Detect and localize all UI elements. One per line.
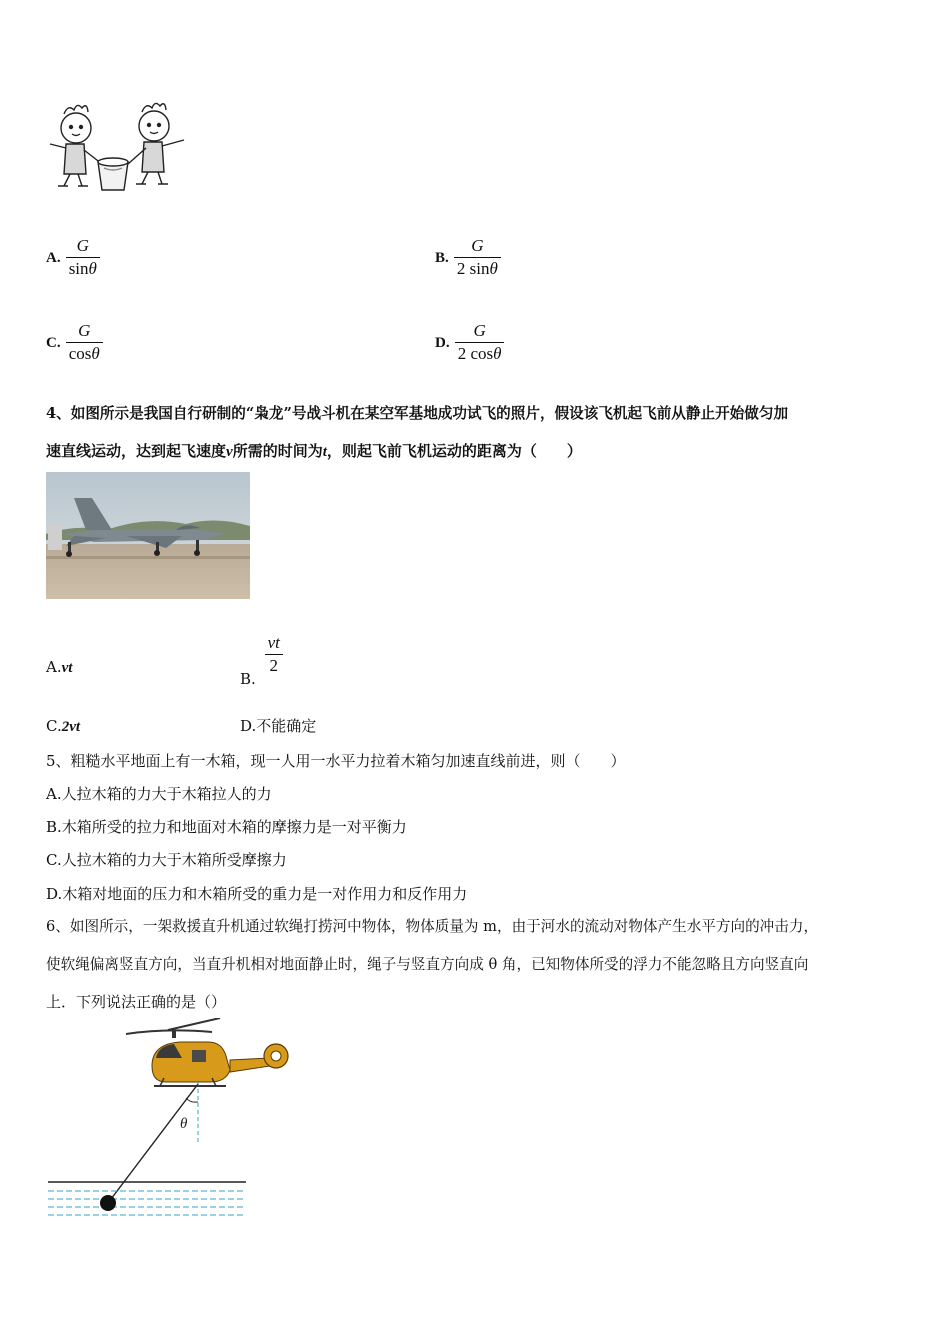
option-d-letter: D.: [435, 335, 450, 351]
option-d[interactable]: [435, 320, 504, 365]
children-carrying-bucket-illustration: [44, 100, 194, 200]
q4-option-b-fraction: $\frac{vt}{2}$: [265, 632, 283, 677]
question-4-line-2: 速直线运动，达到起飞速度v所需的时间为t，则起飞前飞机运动的距离为（ ）: [46, 442, 582, 460]
option-a-fraction: $\frac{G}{\sin\theta}$: [66, 235, 100, 280]
option-c-letter: C.: [46, 335, 61, 351]
option-a-letter: A.: [46, 250, 61, 266]
q5-option-c[interactable]: C.人拉木箱的力大于木箱所受摩擦力: [46, 851, 287, 869]
q5-option-b[interactable]: B.木箱所受的拉力和地面对木箱的摩擦力是一对平衡力: [46, 818, 407, 836]
option-c[interactable]: [46, 320, 103, 365]
question-6-line-1: 6、如图所示，一架救援直升机通过软绳打捞河中物体，物体质量为 m，由于河水的流动对物体产生水平方向的冲击力，: [46, 918, 819, 935]
question-6-line-2: 使软绳偏离竖直方向，当直升机相对地面静止时，绳子与竖直方向成 θ 角，已知物体所受的浮力不能忽略且方向竖直向: [46, 956, 809, 973]
question-6-line-3: 上．下列说法正确的是（）: [46, 993, 227, 1011]
option-c-fraction: $\frac{G}{\cos\theta}$: [66, 320, 103, 365]
angle-theta-label: θ: [180, 1116, 188, 1132]
q4-option-b[interactable]: B. $\frac{vt}{2}$: [240, 632, 283, 677]
question-4-line-1: 4、如图所示是我国自行研制的“枭龙”号战斗机在某空军基地成功试飞的照片，假设该飞机起飞前从静止开始做匀加: [46, 405, 789, 422]
option-a[interactable]: [46, 235, 100, 280]
q4-option-c[interactable]: C.2vt: [46, 717, 81, 735]
q5-option-d[interactable]: D.木箱对地面的压力和木箱所受的重力是一对作用力和反作用力: [46, 885, 468, 903]
q4-option-a[interactable]: A.vt: [46, 658, 73, 676]
option-d-fraction: $\frac{G}{2 \cos\theta}$: [455, 320, 505, 365]
option-b-letter: B.: [435, 250, 449, 266]
fighter-jet-photo: [46, 472, 250, 599]
q4-option-d[interactable]: D.不能确定: [240, 717, 317, 735]
option-b[interactable]: [435, 235, 501, 280]
option-b-fraction: $\frac{G}{2 \sin\theta}$: [454, 235, 501, 280]
q5-option-a[interactable]: A.人拉木箱的力大于木箱拉人的力: [46, 785, 272, 803]
helicopter-rescue-diagram: [44, 1018, 304, 1223]
question-5-stem: 5、粗糙水平地面上有一木箱，现一人用一水平力拉着木箱匀加速直线前进，则（ ）: [46, 752, 626, 770]
